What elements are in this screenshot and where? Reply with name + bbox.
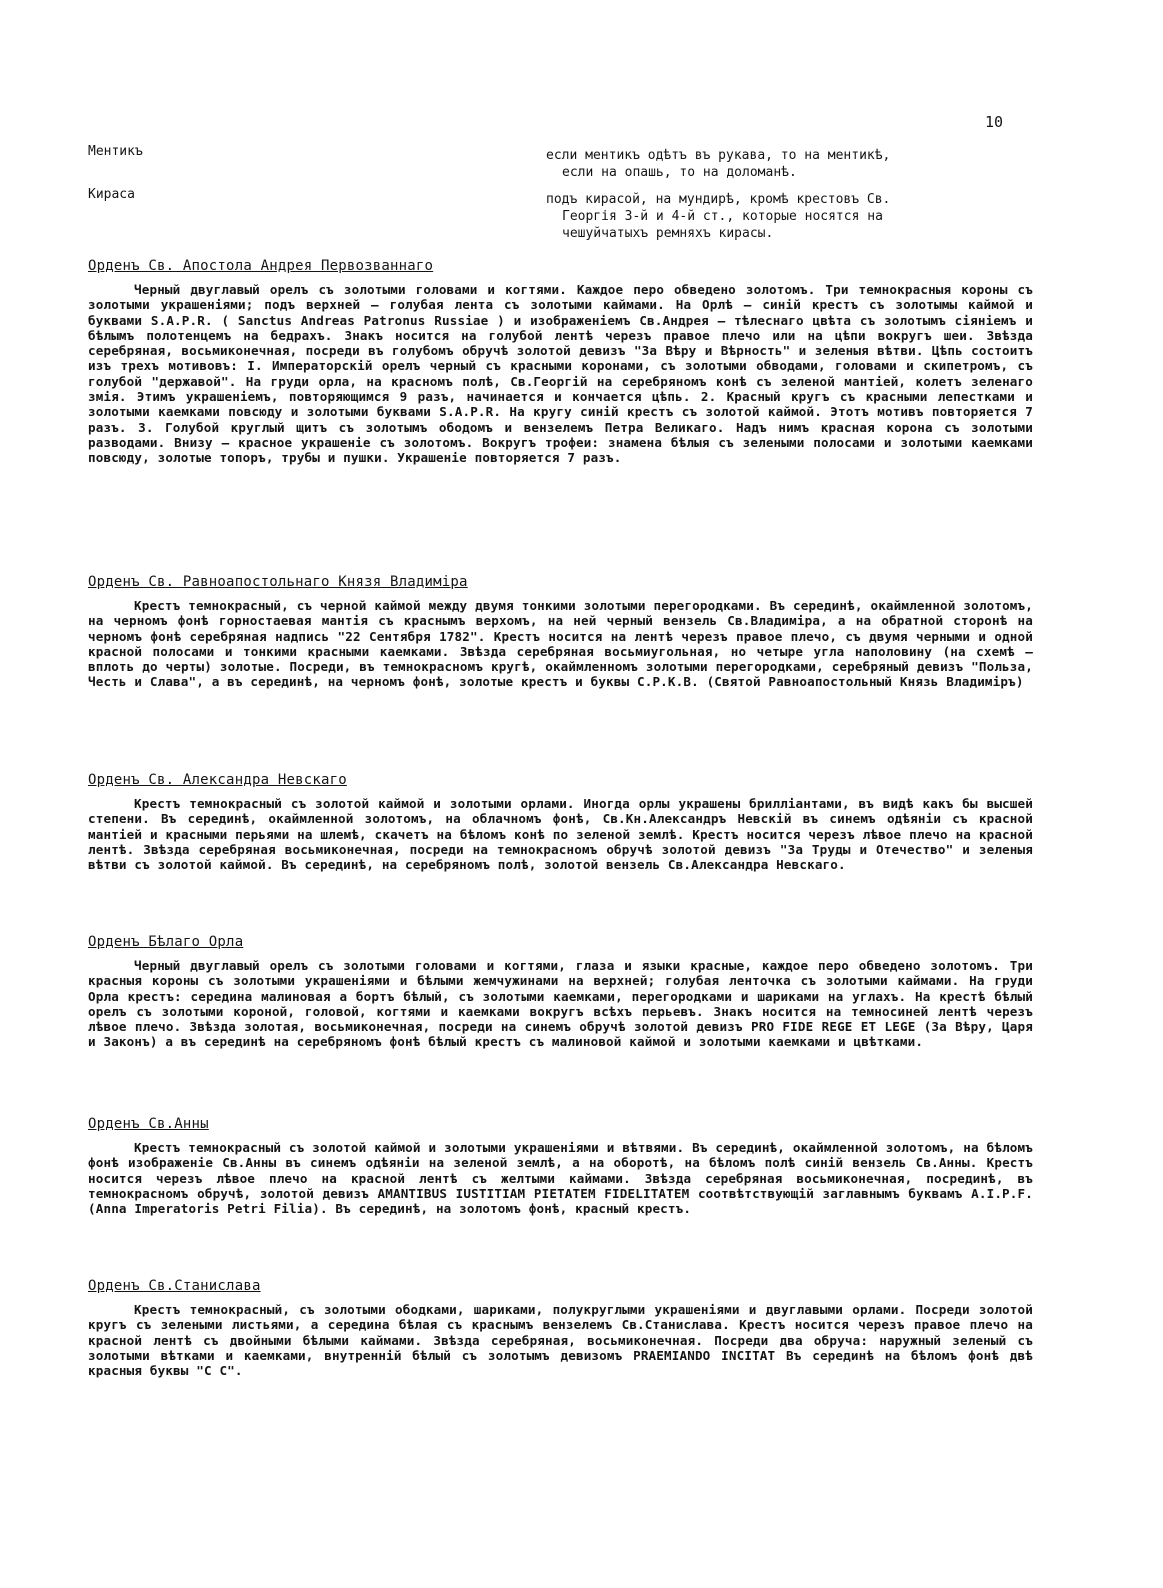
section-body: Черный двуглавый орелъ съ золотыми головами и когтями, глаза и языки красные, каждое перо обведено золотомъ. Три красныя короны съ золотыми украшеніями и бѣлыми жемчужинами на верхней; голубая ленточка съ золотыми каймами. На груди Орла крестъ: середина малиновая а бортъ бѣлый, съ золотыми каемками, перегородками и шариками на углахъ. На крестѣ бѣлый орелъ съ золотыми короной, головой, когтями и каемками вокругъ всѣхъ перьевъ. Знакъ носится на темносиней лентѣ черезъ лѣвое плечо. Звѣзда золотая, восьмиконечная, посреди на синемъ обручѣ золотой девизъ PRO FIDE REGE ET LEGE (За Вѣру, Царя и Законъ) а въ серединѣ на серебряномъ фонѣ бѣлый крестъ съ малиновой каймой и золотыми каемками и цвѣтками. bbox=[88, 958, 1033, 1050]
section-body: Крестъ темнокрасный съ золотой каймой и золотыми орлами. Иногда орлы украшены бриллiантами, въ видѣ какъ бы высшей степени. Въ серединѣ, окаймленной золотомъ, на облачномъ фонѣ, Св.Кн.Александръ Невскій въ синемъ одѣяніи съ красной мантіей и красными перьями на шлемѣ, скачетъ на бѣломъ конѣ по зеленой землѣ. Крестъ носится черезъ лѣвое плечо на красной лентѣ. Звѣзда серебряная восьмиконечная, посреди на темнокрасномъ обручѣ золотой девизъ "За Труды и Отечество" и зеленыя вѣтви съ золотой каймой. Въ серединѣ, на серебряномъ полѣ, золотой вензель Св.Александра Невскаго. bbox=[88, 796, 1033, 873]
entry-line: если на опашь, то на доломанѣ. bbox=[562, 165, 797, 180]
section-title: Орденъ Св.Станислава bbox=[88, 1278, 261, 1294]
section-title: Орденъ Св. Равноапостольнаго Князя Владиміра bbox=[88, 574, 468, 590]
section-body: Крестъ темнокрасный, съ золотыми ободками, шариками, полукруглыми украшеніями и двуглавыми орлами. Посреди золотой кругъ съ зелеными листьями, а середина бѣлая съ краснымъ вензелемъ Св.Станислава. Крестъ носится черезъ правое плечо на красной лентѣ съ двойными бѣлыми каймами. Звѣзда серебряная, восьмиконечная. Посреди два обруча: наружный зеленый съ золотыми вѣтками и каемками, внутренній бѣлый съ золотымъ девизомъ PRAEMIANDO INCITAT Въ серединѣ на бѣломъ фонѣ двѣ красныя буквы "С С". bbox=[88, 1302, 1033, 1379]
section-order-alexander-nevsky bbox=[88, 770, 1033, 872]
entry-line: чешуйчатыхъ ремняхъ кирасы. bbox=[562, 226, 774, 241]
entry-line: Георгія 3-й и 4-й ст., которые носятся на bbox=[562, 209, 883, 224]
section-order-white-eagle bbox=[88, 932, 1033, 1050]
section-title: Орденъ Бѣлаго Орла bbox=[88, 934, 244, 950]
section-title: Орденъ Св. Апостола Андрея Первозваннаго bbox=[88, 258, 434, 274]
section-body: Крестъ темнокрасный съ золотой каймой и золотыми украшеніями и вѣтвями. Въ серединѣ, окаймленной золотомъ, на бѣломъ фонѣ изображеніе Св.Анны въ синемъ одѣяніи на зеленой землѣ, а на оборотѣ, на бѣломъ полѣ синій вензель Св.Анны. Крестъ носится черезъ лѣвое плечо на красной лентѣ съ желтыми каймами. Звѣзда серебряная восьмиконечная, посрединѣ, въ темнокрасномъ обручѣ, золотой девизъ AMANTIBUS IUSTITIAM PIETATEM FIDELITATEM соотвѣтствующій заглавнымъ буквамъ A.I.P.F.(Anna Imperatoris Petri Filia). Въ серединѣ, на золотомъ фонѣ, красный крестъ. bbox=[88, 1140, 1033, 1217]
entry-label-mentik: Ментикъ bbox=[88, 144, 143, 159]
entry-line: подъ кирасой, на мундирѣ, кромѣ крестовъ Св. bbox=[546, 192, 891, 207]
section-order-stanislaus bbox=[88, 1276, 1033, 1378]
entry-line: если ментикъ одѣтъ въ рукава, то на ментикѣ, bbox=[546, 148, 891, 163]
section-order-anna bbox=[88, 1114, 1033, 1216]
entry-text-mentik bbox=[546, 147, 1046, 181]
section-title: Орденъ Св.Анны bbox=[88, 1116, 209, 1132]
entry-text-kirasa bbox=[546, 191, 1046, 242]
section-title: Орденъ Св. Александра Невскаго bbox=[88, 772, 347, 788]
section-order-vladimir bbox=[88, 572, 1033, 690]
section-order-andrew bbox=[88, 256, 1033, 466]
section-body: Крестъ темнокрасный, съ черной каймой между двумя тонкими золотыми перегородками. Въ серединѣ, окаймленной золотомъ, на черномъ фонѣ горностаевая мантія съ краснымъ верхомъ, на ней черный вензель Св.Владиміра, а на обратной сторонѣ на черномъ фонѣ серебряная надпись "22 Сентября 1782". Крестъ носится на лентѣ черезъ правое плечо, съ двумя черными и одной красной полосами и тонкими красными каемками. Звѣзда серебряная восьмиугольная, но четыре угла наполовину (на схемѣ – вплоть до черты) золотые. Посреди, въ темнокрасномъ кругѣ, окаймленномъ золотыми перегородками, серебряный девизъ "Польза, Честь и Слава", а въ серединѣ, на черномъ фонѣ, золотые крестъ и буквы С.Р.К.В. (Святой Равноапостольный Князь Владиміръ) bbox=[88, 598, 1033, 690]
page-number: 10 bbox=[985, 113, 1004, 131]
entry-label-kirasa: Кираса bbox=[88, 187, 135, 202]
section-body: Черный двуглавый орелъ съ золотыми головами и когтями. Каждое перо обведено золотомъ. Три темнокрасныя короны съ золотыми украшеніями; подъ верхней – голубая лента съ золотыми каймами. На Орлѣ – синій крестъ съ золотымы каймой и буквами S.A.P.R. ( Sanctus Andreas Patronus Russiae ) и изображеніемъ Св.Андрея – тѣлеснаго цвѣта съ золотымъ сіяніемъ и бѣлымъ полотенцемъ на бедрахъ. Знакъ носится на голубой лентѣ черезъ правое плечо или на цѣпи вокругъ шеи. Звѣзда серебряная, восьмиконечная, посреди въ голубомъ обручѣ золотой девизъ "За Вѣру и Вѣрность" и зеленыя вѣтви. Цѣпь состоитъ изъ трехъ мотивовъ: I. Императорскій орелъ черный съ красными коронами, съ золотыми обводами, головами и скипетромъ, съ голубой "державой". На груди орла, на красномъ полѣ, Св.Георгій на серебряномъ конѣ съ зеленой мантіей, колетъ зеленаго змія. Этимъ украшеніемъ, повторяющимся 9 разъ, начинается и кончается цѣпь. 2. Красный кругъ съ красными лепестками и золотыми каемками повсюду и золотыми буквами S.A.P.R. На кругу синій крестъ съ золотой каймой. Этотъ мотивъ повторяется 7 разъ. 3. Голубой круглый щитъ съ золотымъ ободомъ и вензелемъ Петра Великаго. Надъ нимъ красная корона съ золотыми разводами. Внизу – красное украшеніе съ золотомъ. Вокругъ трофеи: знамена бѣлыя съ зелеными полосами и золотыми каемками повсюду, золотые топоръ, трубы и пушки. Украшеніе повторяется 7 разъ. bbox=[88, 282, 1033, 466]
